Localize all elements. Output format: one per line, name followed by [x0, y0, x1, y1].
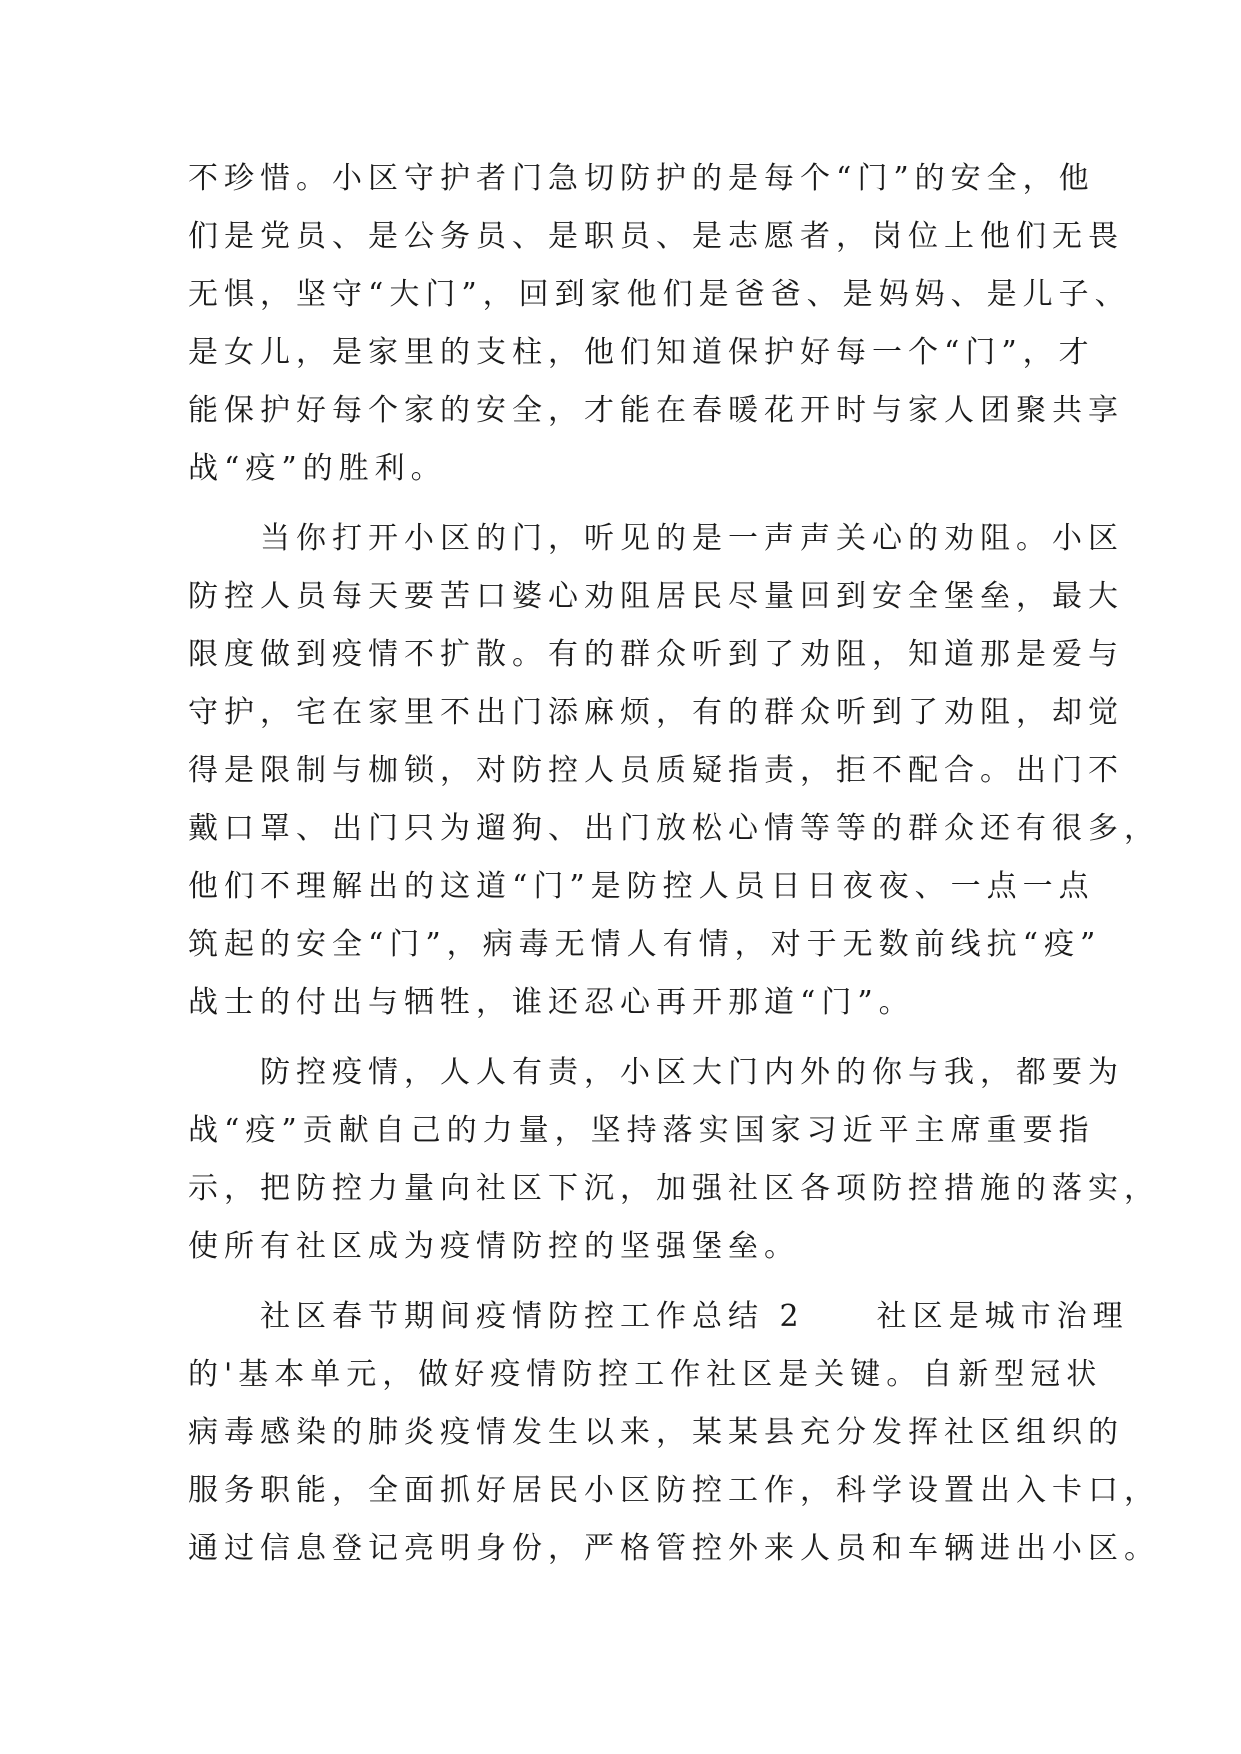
text-line: 使所有社区成为疫情防控的坚强堡垒。: [188, 1229, 800, 1264]
text-line: 当你打开小区的门，听见的是一声声关心的劝阻。小区: [188, 521, 1124, 556]
paragraph: [188, 1044, 1160, 1276]
text-line: 战士的付出与牺牲，谁还忍心再开那道“门”。: [188, 985, 915, 1020]
paragraph: [188, 510, 1160, 1032]
text-line: 得是限制与枷锁，对防控人员质疑指责，拒不配合。出门不: [188, 753, 1124, 788]
text-line: 们是党员、是公务员、是职员、是志愿者，岗位上他们无畏: [188, 219, 1124, 254]
text-line: 通过信息登记亮明身份，严格管控外来人员和车辆进出小区。: [188, 1531, 1160, 1566]
text-line: 不珍惜。小区守护者门急切防护的是每个“门”的安全，他: [188, 161, 1095, 196]
text-line: 社区春节期间疫情防控工作总结 2 社区是城市治理: [188, 1299, 1129, 1334]
paragraph-gap: [188, 1276, 1068, 1288]
text-line: 他们不理解出的这道“门”是防控人员日日夜夜、一点一点: [188, 869, 1095, 904]
text-line: 限度做到疫情不扩散。有的群众听到了劝阻，知道那是爱与: [188, 637, 1124, 672]
text-line: 战“疫”的胜利。: [188, 451, 447, 486]
text-line: 戴口罩、出门只为遛狗、出门放松心情等等的群众还有很多，: [188, 811, 1160, 846]
text-line: 是女儿，是家里的支柱，他们知道保护好每一个“门”，才: [188, 335, 1095, 370]
paragraph-gap: [188, 498, 1068, 510]
paragraph: [188, 150, 1131, 498]
text-line: 无惧，坚守“大门”，回到家他们是爸爸、是妈妈、是儿子、: [188, 277, 1131, 312]
text-line: 示，把防控力量向社区下沉，加强社区各项防控措施的落实，: [188, 1171, 1160, 1206]
paragraph: [188, 1288, 1160, 1578]
text-line: 病毒感染的肺炎疫情发生以来，某某县充分发挥社区组织的: [188, 1415, 1124, 1450]
document-body: [188, 150, 1160, 1578]
text-line: 战“疫”贡献自己的力量，坚持落实国家习近平主席重要指: [188, 1113, 1095, 1148]
text-line: 防控人员每天要苦口婆心劝阻居民尽量回到安全堡垒，最大: [188, 579, 1124, 614]
text-line: 守护，宅在家里不出门添麻烦，有的群众听到了劝阻，却觉: [188, 695, 1124, 730]
text-line: 筑起的安全“门”，病毒无情人有情，对于无数前线抗“疫”: [188, 927, 1102, 962]
text-line: 的'基本单元，做好疫情防控工作社区是关键。自新型冠状: [188, 1357, 1103, 1392]
paragraph-gap: [188, 1032, 1068, 1044]
text-line: 服务职能，全面抓好居民小区防控工作，科学设置出入卡口，: [188, 1473, 1160, 1508]
text-line: 能保护好每个家的安全，才能在春暖花开时与家人团聚共享: [188, 393, 1124, 428]
text-line: 防控疫情，人人有责，小区大门内外的你与我，都要为: [188, 1055, 1124, 1090]
